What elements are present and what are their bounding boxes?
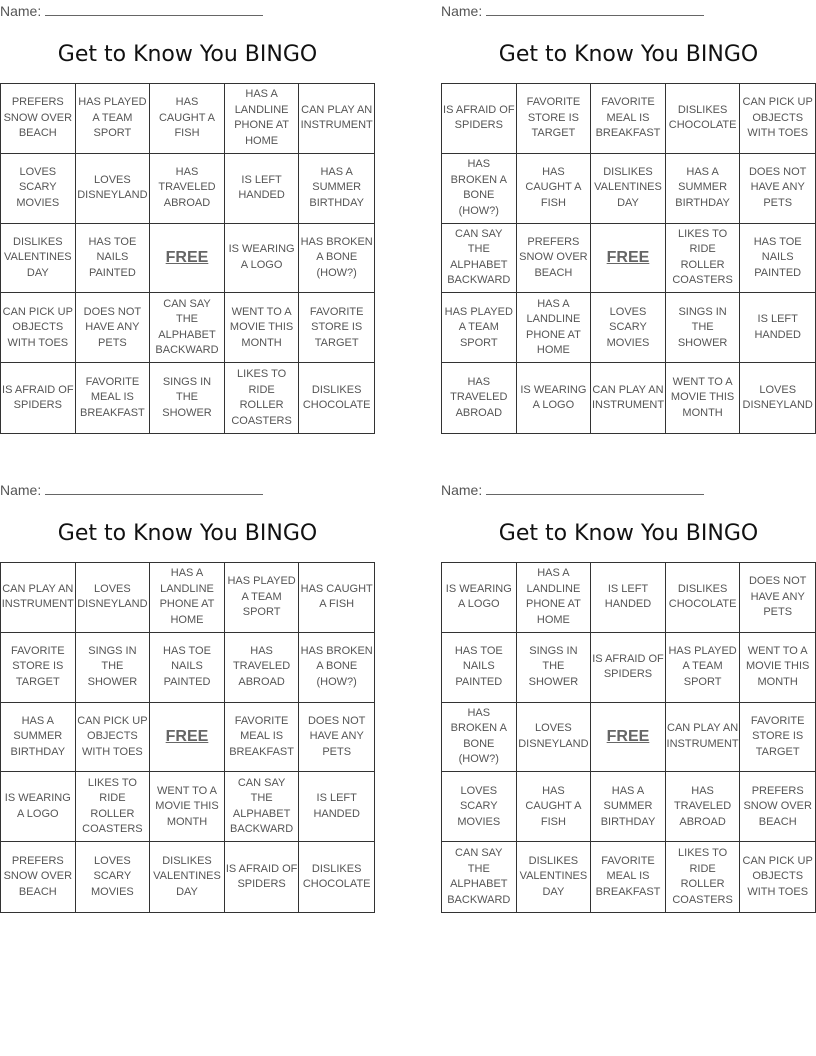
bingo-cell: IS LEFT HANDED [299, 772, 374, 842]
name-field [441, 481, 704, 498]
bingo-cell: HAS A LANDLINE PHONE AT HOME [517, 563, 592, 633]
bingo-cell: IS LEFT HANDED [225, 154, 300, 224]
bingo-grid [441, 83, 816, 434]
name-blank-line [45, 481, 263, 495]
bingo-cell: CAN PICK UP OBJECTS WITH TOES [740, 84, 815, 154]
name-label: Name: [441, 482, 483, 498]
bingo-cell: HAS TOE NAILS PAINTED [442, 633, 517, 703]
bingo-cell: IS WEARING A LOGO [442, 563, 517, 633]
bingo-cell: PREFERS SNOW OVER BEACH [740, 772, 815, 842]
bingo-cell: IS LEFT HANDED [740, 293, 815, 363]
card-title: Get to Know You BINGO [57, 42, 318, 67]
bingo-cell: CAN PLAY AN INSTRUMENT [299, 84, 374, 154]
bingo-cell: LOVES DISNEYLAND [517, 703, 592, 773]
bingo-cell: SINGS IN THE SHOWER [76, 633, 151, 703]
free-space-cell: FREE [150, 703, 225, 773]
bingo-cell: HAS CAUGHT A FISH [150, 84, 225, 154]
bingo-cell: HAS BROKEN A BONE (HOW?) [299, 224, 374, 294]
bingo-cell: LOVES DISNEYLAND [76, 154, 151, 224]
bingo-cell: HAS A SUMMER BIRTHDAY [591, 772, 666, 842]
bingo-cell: DISLIKES VALENTINES DAY [150, 842, 225, 912]
bingo-cell: SINGS IN THE SHOWER [666, 293, 741, 363]
card-title: Get to Know You BINGO [498, 521, 759, 546]
bingo-cell: DOES NOT HAVE ANY PETS [740, 154, 815, 224]
name-blank-line [486, 481, 704, 495]
bingo-cell: DISLIKES CHOCOLATE [302, 383, 371, 412]
bingo-cell: FAVORITE MEAL IS BREAKFAST [76, 363, 151, 433]
bingo-cell: DOES NOT HAVE ANY PETS [740, 563, 815, 633]
bingo-cell: HAS CAUGHT A FISH [517, 154, 592, 224]
card-title: Get to Know You BINGO [57, 521, 318, 546]
bingo-cell: IS AFRAID OF SPIDERS [591, 633, 666, 703]
bingo-cell: HAS TRAVELED ABROAD [442, 363, 517, 433]
bingo-cell: HAS TRAVELED ABROAD [150, 154, 225, 224]
card-title: Get to Know You BINGO [498, 42, 759, 67]
bingo-cell: DISLIKES VALENTINES DAY [591, 154, 666, 224]
bingo-cell: CAN PLAY AN INSTRUMENT [666, 703, 741, 773]
name-label: Name: [441, 3, 483, 19]
name-label: Name: [0, 482, 42, 498]
bingo-cell: FAVORITE STORE IS TARGET [299, 293, 374, 363]
bingo-cell: FAVORITE STORE IS TARGET [517, 84, 592, 154]
bingo-cell: FAVORITE MEAL IS BREAKFAST [591, 842, 666, 912]
bingo-cell: CAN SAY THE ALPHABET BACKWARD [442, 842, 517, 912]
bingo-cell: WENT TO A MOVIE THIS MONTH [225, 293, 300, 363]
bingo-cell: WENT TO A MOVIE THIS MONTH [666, 363, 741, 433]
bingo-cell: PREFERS SNOW OVER BEACH [1, 842, 76, 912]
bingo-cell: HAS A SUMMER BIRTHDAY [666, 154, 741, 224]
bingo-grid [441, 562, 816, 913]
bingo-cell: DOES NOT HAVE ANY PETS [299, 703, 374, 773]
bingo-cell: CAN SAY THE ALPHABET BACKWARD [150, 293, 225, 363]
bingo-cell: PREFERS SNOW OVER BEACH [1, 84, 76, 154]
name-field [441, 2, 704, 19]
bingo-cell: HAS A LANDLINE PHONE AT HOME [150, 563, 225, 633]
bingo-cell: HAS TOE NAILS PAINTED [150, 633, 225, 703]
bingo-cell: LOVES SCARY MOVIES [76, 842, 151, 912]
bingo-cell: HAS CAUGHT A FISH [517, 772, 592, 842]
bingo-cell: DISLIKES VALENTINES DAY [517, 842, 592, 912]
bingo-cell: LOVES DISNEYLAND [742, 383, 813, 412]
name-label: Name: [0, 3, 42, 19]
bingo-cell: CAN PICK UP OBJECTS WITH TOES [1, 293, 76, 363]
bingo-cell: FAVORITE STORE IS TARGET [740, 703, 815, 773]
bingo-cell: IS WEARING A LOGO [225, 224, 300, 294]
bingo-cell: PREFERS SNOW OVER BEACH [517, 224, 592, 294]
bingo-cell: DISLIKES VALENTINES DAY [1, 224, 76, 294]
bingo-cell: LOVES SCARY MOVIES [591, 293, 666, 363]
bingo-cell: FAVORITE MEAL IS BREAKFAST [225, 703, 300, 773]
bingo-cell: IS AFRAID OF SPIDERS [225, 842, 300, 912]
bingo-cell: HAS CAUGHT A FISH [299, 563, 374, 633]
bingo-cell: DISLIKES CHOCOLATE [666, 84, 741, 154]
bingo-cell: LIKES TO RIDE ROLLER COASTERS [666, 842, 741, 912]
bingo-cell: LIKES TO RIDE ROLLER COASTERS [666, 224, 741, 294]
bingo-cell: HAS A LANDLINE PHONE AT HOME [225, 84, 300, 154]
bingo-cell: HAS BROKEN A BONE (HOW?) [299, 633, 374, 703]
bingo-cell: HAS TOE NAILS PAINTED [740, 224, 815, 294]
bingo-cell: CAN SAY THE ALPHABET BACKWARD [442, 224, 517, 294]
name-field [0, 481, 263, 498]
bingo-cell: DISLIKES CHOCOLATE [302, 862, 371, 891]
bingo-cell: SINGS IN THE SHOWER [517, 633, 592, 703]
bingo-cell: LOVES SCARY MOVIES [442, 772, 517, 842]
name-blank-line [486, 2, 704, 16]
bingo-cell: HAS PLAYED A TEAM SPORT [76, 84, 151, 154]
bingo-grid [0, 83, 375, 434]
bingo-cell: HAS PLAYED A TEAM SPORT [666, 633, 741, 703]
bingo-cell: LIKES TO RIDE ROLLER COASTERS [76, 772, 151, 842]
bingo-cell: LOVES DISNEYLAND [76, 563, 151, 633]
free-space-cell: FREE [591, 224, 666, 294]
bingo-cell: HAS A SUMMER BIRTHDAY [299, 154, 374, 224]
bingo-grid [0, 562, 375, 913]
bingo-cell: HAS BROKEN A BONE (HOW?) [442, 703, 517, 773]
bingo-cell: FAVORITE MEAL IS BREAKFAST [591, 84, 666, 154]
bingo-cell: WENT TO A MOVIE THIS MONTH [740, 633, 815, 703]
bingo-cell: CAN PLAY AN INSTRUMENT [591, 363, 666, 433]
bingo-cell: LIKES TO RIDE ROLLER COASTERS [225, 363, 300, 433]
bingo-cell: WENT TO A MOVIE THIS MONTH [150, 772, 225, 842]
free-space-cell: FREE [150, 224, 225, 294]
bingo-cell: HAS BROKEN A BONE (HOW?) [442, 154, 517, 224]
bingo-cell: DOES NOT HAVE ANY PETS [76, 293, 151, 363]
bingo-cell: IS WEARING A LOGO [1, 772, 76, 842]
bingo-cell: HAS PLAYED A TEAM SPORT [225, 563, 300, 633]
bingo-cell: CAN SAY THE ALPHABET BACKWARD [225, 772, 300, 842]
free-space-cell: FREE [591, 703, 666, 773]
bingo-cell: IS LEFT HANDED [591, 563, 666, 633]
bingo-cell: CAN PICK UP OBJECTS WITH TOES [742, 854, 813, 898]
bingo-cell: HAS TRAVELED ABROAD [666, 772, 741, 842]
bingo-cell: IS WEARING A LOGO [517, 363, 592, 433]
bingo-cell: CAN PLAY AN INSTRUMENT [1, 563, 76, 633]
name-blank-line [45, 2, 263, 16]
bingo-cell: DISLIKES CHOCOLATE [666, 563, 741, 633]
bingo-cell: HAS TOE NAILS PAINTED [76, 224, 151, 294]
bingo-cell: CAN PICK UP OBJECTS WITH TOES [76, 703, 151, 773]
bingo-cell: HAS PLAYED A TEAM SPORT [442, 293, 517, 363]
bingo-cell: IS AFRAID OF SPIDERS [442, 84, 517, 154]
bingo-cell: HAS A SUMMER BIRTHDAY [1, 703, 76, 773]
bingo-cell: HAS A LANDLINE PHONE AT HOME [517, 293, 592, 363]
bingo-cell: FAVORITE STORE IS TARGET [1, 633, 76, 703]
bingo-cell: SINGS IN THE SHOWER [150, 363, 225, 433]
bingo-cell: HAS TRAVELED ABROAD [225, 633, 300, 703]
bingo-cell: LOVES SCARY MOVIES [1, 154, 76, 224]
bingo-cell: IS AFRAID OF SPIDERS [1, 363, 76, 433]
name-field [0, 2, 263, 19]
